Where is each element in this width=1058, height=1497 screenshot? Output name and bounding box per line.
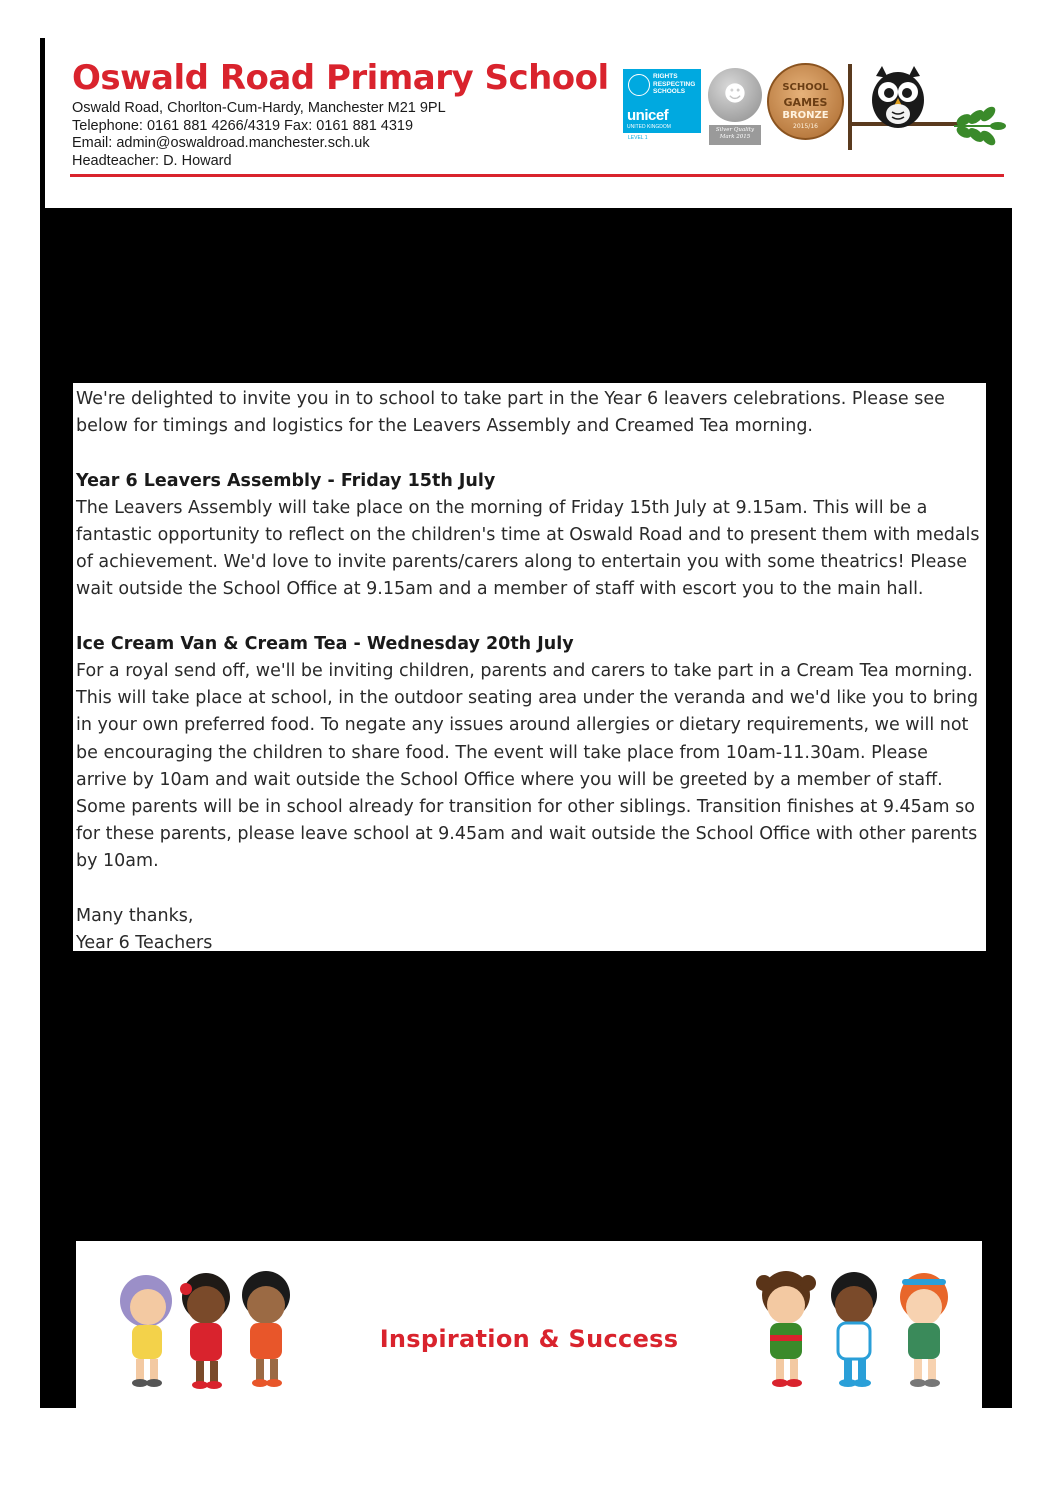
address: Oswald Road, Chorlton-Cum-Hardy, Manchester M21 9PL <box>72 100 446 116</box>
games-line-1: SCHOOL <box>782 82 829 93</box>
footer-banner <box>76 1241 982 1408</box>
unicef-logo: unicef <box>627 107 669 124</box>
signature: Year 6 Teachers <box>76 933 213 954</box>
silver-quality-note: Silver Quality Mark 2015 <box>709 125 761 145</box>
games-line-4: 2015/16 <box>793 123 818 130</box>
owl-logo <box>846 62 1006 152</box>
signoff: Many thanks, <box>76 905 194 926</box>
games-line-2: GAMES <box>783 96 828 109</box>
owl-icon <box>846 62 1006 152</box>
rrs-title: RIGHTS RESPECTING SCHOOLS <box>653 73 696 95</box>
silver-quality-badge <box>708 68 762 122</box>
school-name: Oswald Road Primary School <box>72 58 609 98</box>
cream-tea-paragraph: For a royal send off, we'll be inviting children, parents and carers to take part in a Cream Tea morning. This will take place at school, in the outdoor seating area under the veranda and we'd like you to bring in your own preferred food. To negate any issues around allergies or dietary requirements, we will not be encouraging the children to share food. The event will take place from 10am-11.30am. Please arrive by 10am and wait outside the School Office where you will be greeted by a member of staff. Some parents will be in school already for transition for other siblings. Transition finishes at 9.45am so for these parents, please leave school at 9.45am and wait outside the School Office with other parents by 10am. <box>76 661 979 872</box>
email: Email: admin@oswaldroad.manchester.sch.uk <box>72 135 370 151</box>
children-right-icon <box>744 1263 969 1393</box>
unicef-country: UNITED KINGDOM <box>627 124 671 130</box>
contact-block <box>72 100 446 170</box>
letter-body <box>73 383 986 954</box>
rights-respecting-schools-badge <box>623 69 701 133</box>
children-illustration-right <box>744 1263 969 1393</box>
tagline: Inspiration & Success <box>379 1325 679 1353</box>
cream-tea-heading: Ice Cream Van & Cream Tea - Wednesday 20th July <box>76 633 574 654</box>
assembly-heading: Year 6 Leavers Assembly - Friday 15th July <box>76 470 496 491</box>
family-figure-icon: ☻ <box>723 82 747 107</box>
rrs-emblem-icon <box>628 74 650 96</box>
headteacher: Headteacher: D. Howard <box>72 152 232 169</box>
left-margin-rule <box>40 38 45 208</box>
assembly-paragraph: The Leavers Assembly will take place on the morning of Friday 15th July at 9.15am. This will be a fantastic opportunity to reflect on the children's time at Oswald Road and to present them with medals of achievement. We'd love to invite parents/carers along to entertain you with some theatrics! Please wait outside the School Office at 9.15am and a member of staff with escort you to the main hall. <box>76 497 980 600</box>
rrs-level: LEVEL 1 <box>628 135 648 141</box>
games-line-3: BRONZE <box>782 110 829 121</box>
intro-paragraph: We're delighted to invite you in to school to take part in the Year 6 leavers celebrations. Please see below for timings and logistics for the Leavers Assembly and Creamed Tea morning. <box>76 389 945 437</box>
school-games-bronze-badge <box>767 63 844 140</box>
header-divider <box>70 174 1004 177</box>
telephone: Telephone: 0161 881 4266/4319 Fax: 0161 881 4319 <box>72 117 414 134</box>
